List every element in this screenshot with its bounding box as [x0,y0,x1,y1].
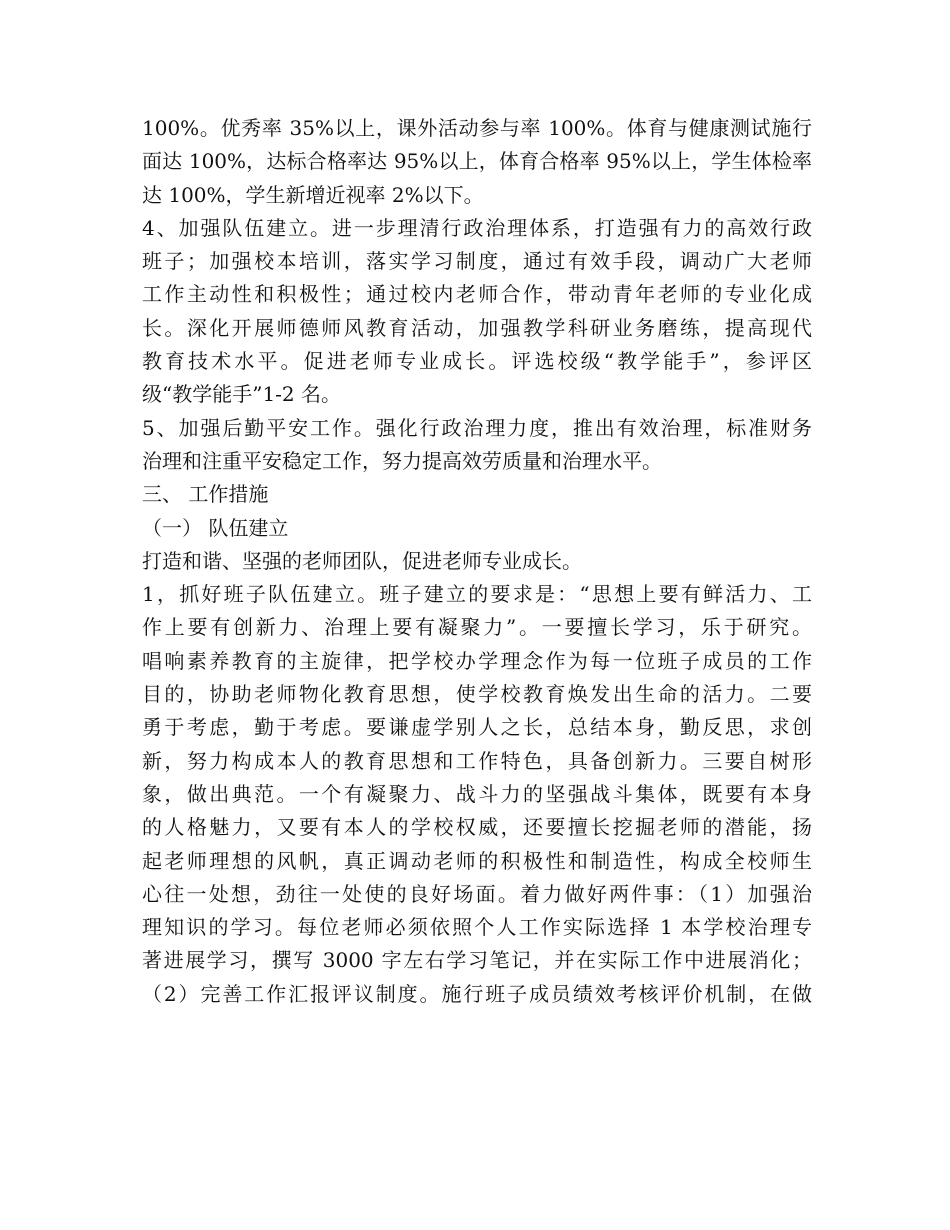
text-line: 班子；加强校本培训，落实学习制度，通过有效手段，调动广大老师 [142,249,812,274]
text-line: 三、 工作措施 [142,482,269,507]
text-line: 级“教学能手”1-2 名。 [142,382,342,407]
text-line: 理知识的学习。每位老师必须依照个人工作实际选择 1 本学校治理专 [142,915,812,940]
text-line: 达 100%，学生新增近视率 2%以下。 [142,182,484,207]
text-line: 目的，协助老师物化教育思想，使学校教育焕发出生命的活力。二要 [142,682,812,707]
text-line: 1，抓好班子队伍建立。班子建立的要求是：“思想上要有鲜活力、工 [142,582,812,607]
text-line: 工作主动性和积极性；通过校内老师合作，带动青年老师的专业化成 [142,282,812,307]
text-line: （一） 队伍建立 [142,515,289,540]
text-line: 5、加强后勤平安工作。强化行政治理力度，推出有效治理，标准财务 [142,415,812,440]
text-line: 治理和注重平安稳定工作，努力提高效劳质量和治理水平。 [142,448,662,473]
text-line: 起老师理想的风帆，真正调动老师的积极性和制造性，构成全校师生 [142,848,812,873]
text-line: 的人格魅力，又要有本人的学校权威，还要擅长挖掘老师的潜能，扬 [142,815,812,840]
text-line: 4、加强队伍建立。进一步理清行政治理体系，打造强有力的高效行政 [142,215,812,240]
text-line: 面达 100%，达标合格率达 95%以上，体育合格率 95%以上，学生体检率 [142,149,812,174]
text-line: 象，做出典范。一个有凝聚力、战斗力的坚强战斗集体，既要有本身 [142,781,812,806]
text-line: 作上要有创新力、治理上要有凝聚力”。一要擅长学习，乐于研究。 [142,615,812,640]
text-line: 教育技术水平。促进老师专业成长。评选校级“教学能手”，参评区 [142,349,812,374]
text-line: 新，努力构成本人的教育思想和工作特色，具备创新力。三要自树形 [142,748,812,773]
text-line: 100%。优秀率 35%以上，课外活动参与率 100%。体育与健康测试施行 [142,116,812,140]
text-line: 勇于考虑，勤于考虑。要谦虚学别人之长，总结本身，勤反思，求创 [142,715,812,740]
text-line: 著进展学习，撰写 3000 字左右学习笔记，并在实际工作中进展消化； [142,948,812,973]
document-body [142,112,812,1011]
text-line: 唱响素养教育的主旋律，把学校办学理念作为每一位班子成员的工作 [142,648,812,673]
text-line: 长。深化开展师德师风教育活动，加强教学科研业务磨练，提高现代 [142,315,812,340]
text-line: （2）完善工作汇报评议制度。施行班子成员绩效考核评价机制，在做 [142,981,812,1006]
text-line: 打造和谐、坚强的老师团队，促进老师专业成长。 [142,548,582,573]
text-line: 心往一处想，劲往一处使的良好场面。着力做好两件事：（1）加强治 [142,881,812,906]
